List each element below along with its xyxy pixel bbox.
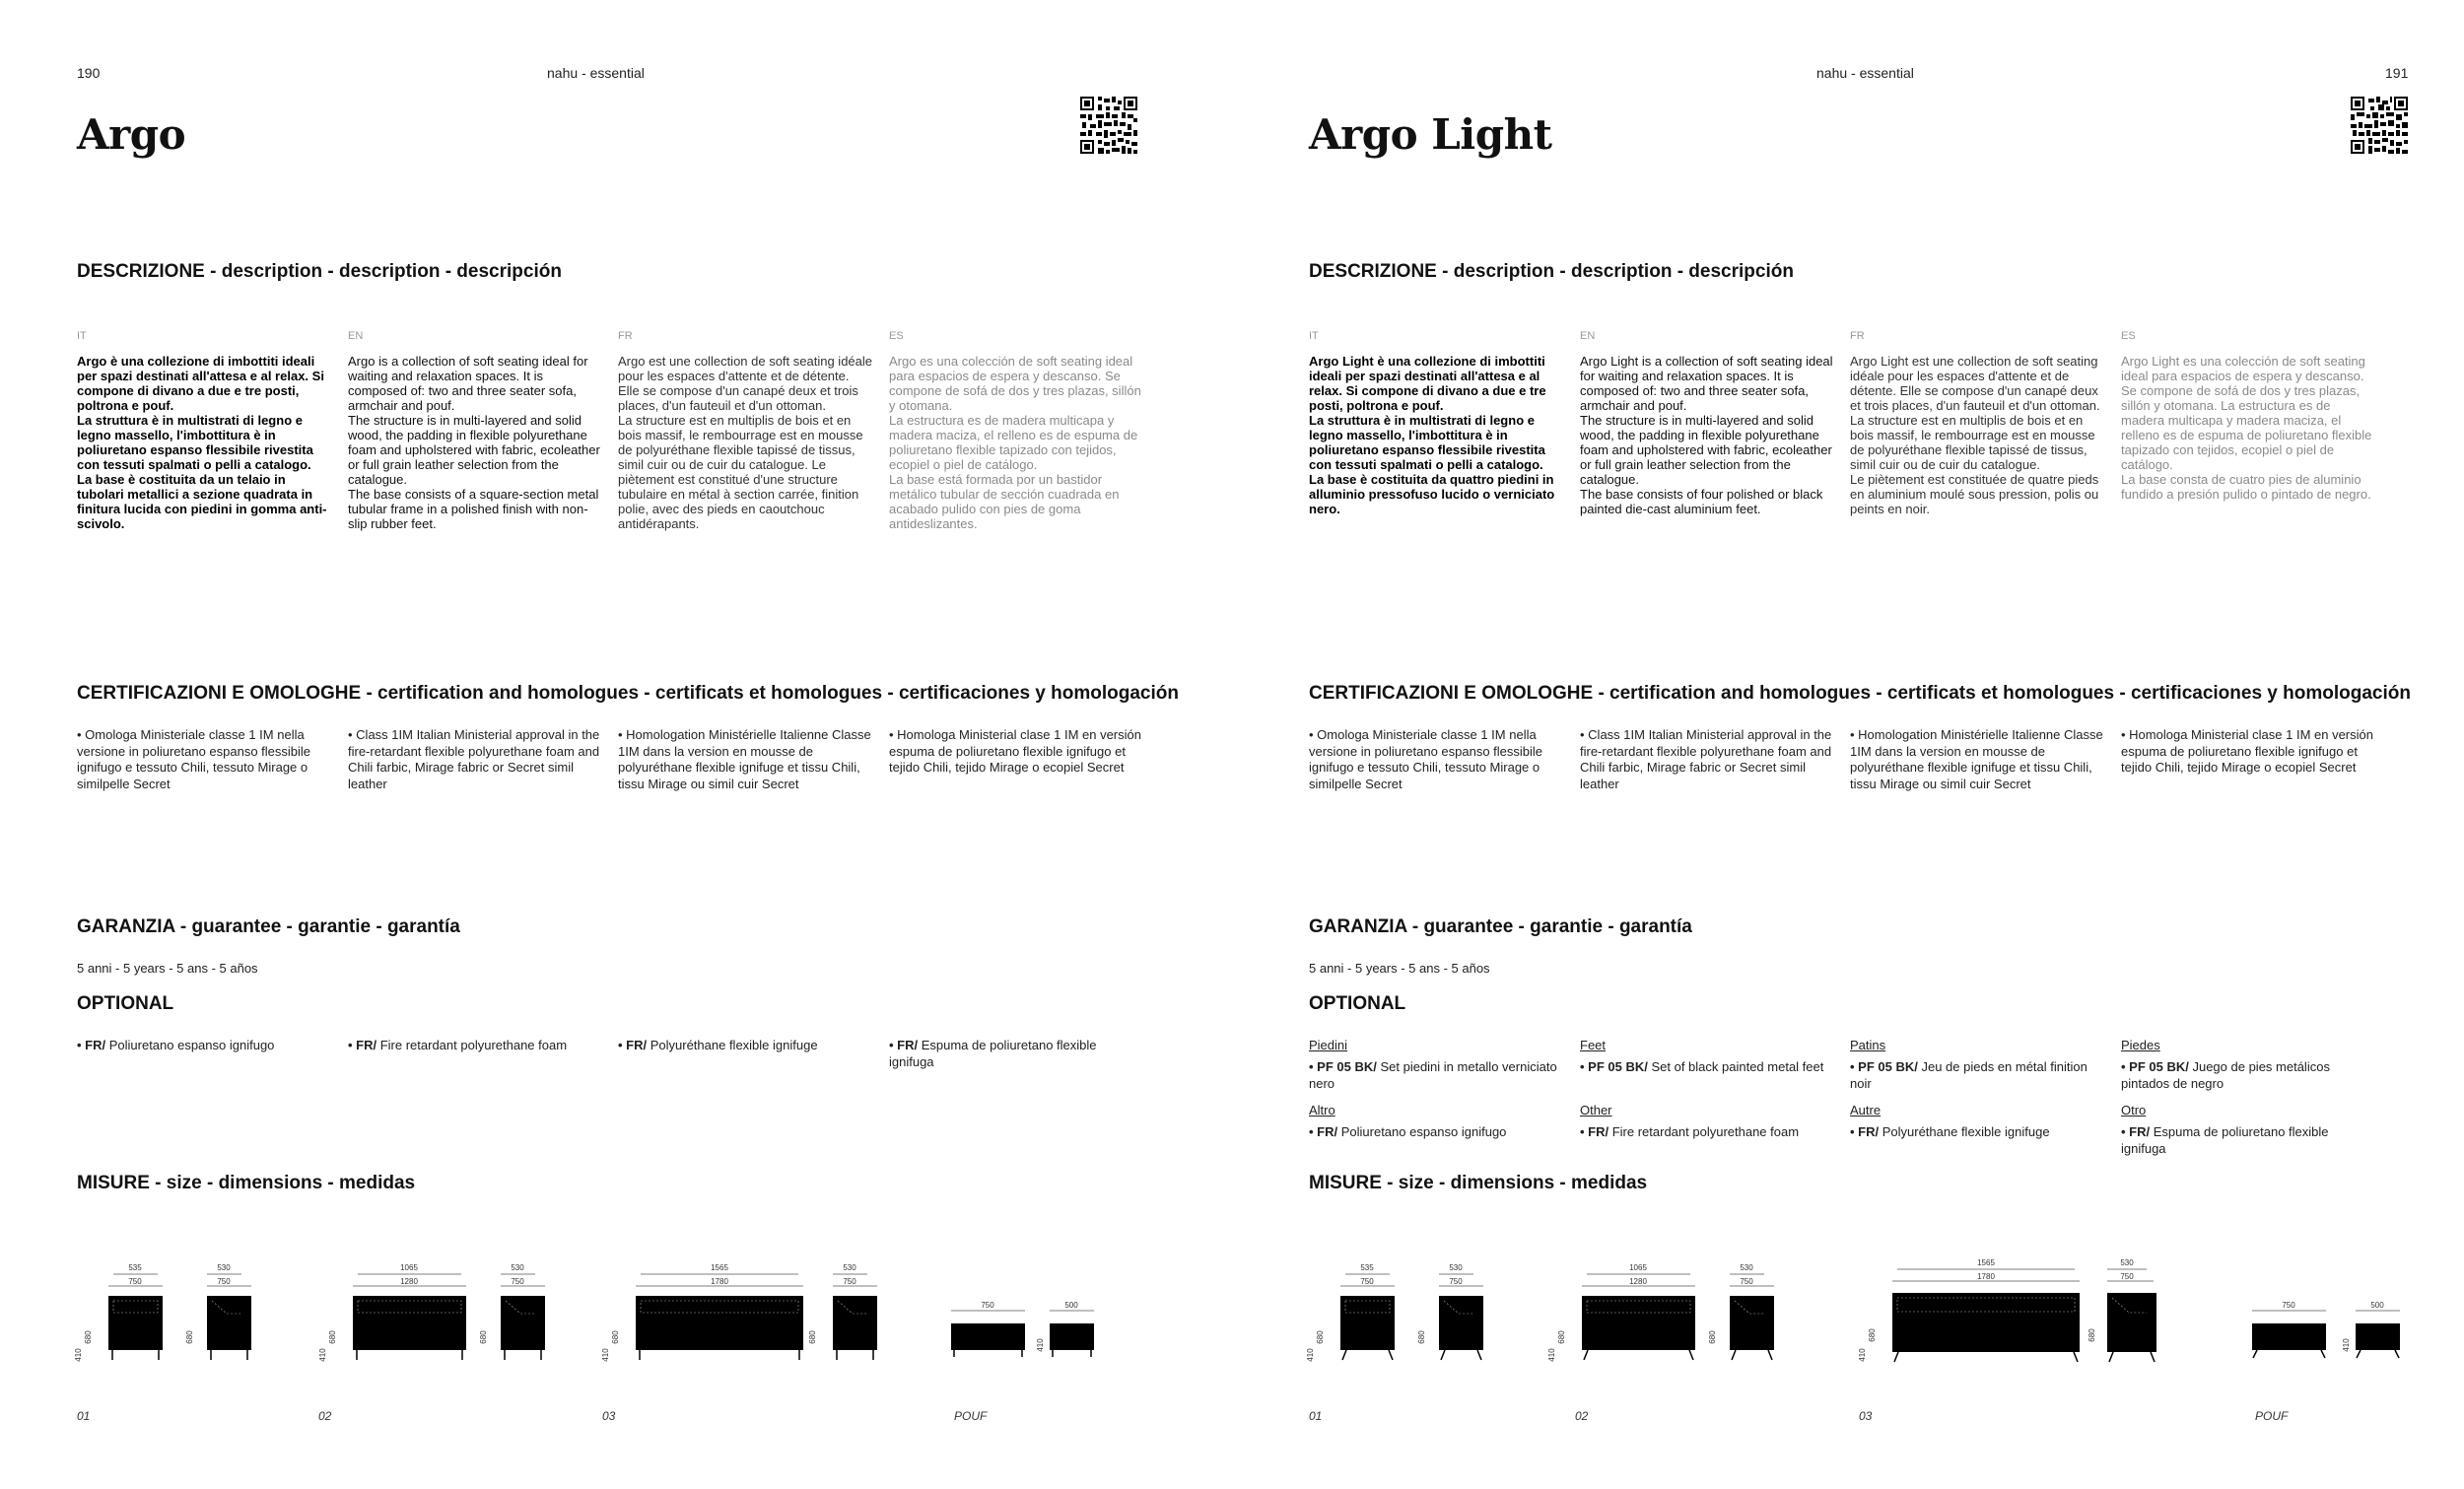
lang-label-it: IT [1309,330,1319,342]
svg-text:750: 750 [1360,1277,1374,1286]
optional-category: Otro [2121,1103,2147,1117]
optional-text: Jeu de pieds en métal finition noir [1850,1059,2088,1091]
svg-text:535: 535 [1360,1263,1374,1272]
guarantee-heading: GARANZIA - guarantee - garantie - garantía [1309,916,1692,937]
optional-code: • FR/ [77,1038,106,1052]
optional-code: • FR/ [1309,1124,1338,1139]
certification-en: • Class 1IM Italian Ministerial approval in the fire-retardant flexible polyurethane foam and Chili farbic, Mirage fabric or Secret simil leather [1580,727,1832,791]
certification-fr: • Homologation Ministérielle Italienne Classe 1IM dans la version en mousse de polyuréthane flexible ignifuge et tissu Chili, tissu Mirage ou simil cuir Secret [618,727,871,791]
svg-text:530: 530 [2120,1258,2134,1267]
certification-it: • Omologa Ministeriale classe 1 IM nella versione in poliuretano espanso flessibile ignifugo e tessuto Chili, tessuto Mirage o similpelle Secret [77,727,311,791]
certification-es: • Homologa Ministerial clase 1 IM en versión espuma de poliuretano flexible ignifugo et tejido Chili, tejido Mirage o ecopiel Secret [2121,727,2373,775]
optional-text: Polyuréthane flexible ignifuge [1879,1124,2050,1139]
qr-code-icon[interactable] [2351,97,2408,154]
qr-code-icon[interactable] [1080,97,1137,154]
drawing-three-seater [1853,1252,2188,1375]
svg-text:410: 410 [1036,1338,1045,1352]
svg-text:410: 410 [74,1348,83,1362]
page-number: 191 [2385,65,2409,81]
optional-item [1309,1123,1563,1140]
svg-text:680: 680 [808,1330,817,1344]
svg-text:530: 530 [511,1263,524,1272]
optional-code: • FR/ [889,1038,919,1052]
brand-header: nahu - essential [1816,65,1914,81]
optional-text: Poliuretano espanso ignifugo [105,1038,275,1052]
optional-item [1850,1058,2104,1092]
optional-code: • PF 05 BK/ [1850,1059,1918,1074]
optional-item [2121,1123,2375,1157]
description-heading: DESCRIZIONE - description - description - descripción [77,261,562,282]
description-es: Argo es una colección de soft seating ideal para espacios de espera y descanso. Se compone de sofá de dos y tres plazas, sillón y otomana. La estructura es de madera multicapa y madera maciza, el relleno es de espuma de poliuretano flexible tapizado con tejidos, ecopiel o piel de catálogo. La base está formada por un bastidor metálico tubular de sección cuadrada en acabado pulido con pies de goma antideslizantes. [889,354,1141,531]
product-title: Argo [77,110,186,159]
optional-heading: OPTIONAL [1309,993,1406,1014]
svg-text:1780: 1780 [1977,1272,1995,1281]
svg-text:1565: 1565 [1977,1258,1995,1267]
svg-text:530: 530 [843,1263,856,1272]
optional-column-fr [1850,1037,2104,1092]
guarantee-text: 5 anni - 5 years - 5 ans - 5 años [1309,961,1490,976]
optional-category: Altro [1309,1103,1335,1117]
drawing-three-seater [596,1256,931,1375]
svg-text:530: 530 [1449,1263,1463,1272]
svg-text:680: 680 [1316,1330,1325,1344]
svg-text:680: 680 [611,1330,620,1344]
svg-text:500: 500 [2370,1301,2384,1310]
svg-text:1280: 1280 [400,1277,418,1286]
lang-label-es: ES [889,330,904,342]
svg-text:410: 410 [601,1348,610,1362]
optional-category: Piedes [2121,1038,2160,1052]
svg-text:680: 680 [479,1330,488,1344]
description-es: Argo Light es una colección de soft seating ideal para espacios de espera y descanso. Se compone de sofá de dos y tres plazas, sillón y otomana. La estructura es de madera multicapa y madera maciza, el relleno es de espuma de poliuretano flexible tapizado con tejidos, ecopiel o piel de catálogo. La base consta de cuatro pies de aluminio fundido a presión pulido o pintado de negro. [2121,354,2372,502]
optional-column-es [2121,1037,2375,1092]
svg-text:750: 750 [217,1277,231,1286]
drawing-pouf [2247,1256,2415,1375]
certification-heading: CERTIFICAZIONI E OMOLOGHE - certification and homologues - certificats et homologues - certificaciones y homologación [77,683,1179,704]
lang-label-en: EN [1580,330,1596,342]
svg-text:680: 680 [328,1330,337,1344]
optional-code: • FR/ [348,1038,377,1052]
optional-code: • FR/ [2121,1124,2151,1139]
optional-code: • FR/ [1580,1124,1609,1139]
optional-column-en [1580,1037,1834,1075]
drawing-armchair [1301,1256,1528,1375]
svg-text:410: 410 [1547,1348,1556,1362]
optional-category: Other [1580,1103,1612,1117]
optional-item-it [77,1037,331,1053]
page-number: 190 [77,65,101,81]
svg-text:1780: 1780 [711,1277,728,1286]
description-en: Argo is a collection of soft seating ideal for waiting and relaxation spaces. It is composed of: two and three seater sofa, armchair and pouf. The structure is in multi-layered and solid wood, the padding in flexible polyurethane foam and upholstered with fabric, ecoleather or full grain leather selection from the catalogue. The base consists of a square-section metal tubular frame in a polished finish with non-slip rubber feet. [348,354,600,531]
svg-text:1065: 1065 [400,1263,418,1272]
optional-category: Piedini [1309,1038,1348,1052]
optional-column-en-2 [1580,1102,1834,1140]
svg-text:680: 680 [1708,1330,1717,1344]
description-fr: Argo Light est une collection de soft seating idéale pour les espaces d'attente et de détente. Elle se compose d'un canapé deux et trois places, d'un fauteuil et d'un ottoman. La structure est en multiplis de bois et en bois massif, le rembourrage est en mousse de polyuréthane flexible tapissé de tissus, simil cuir ou de cuir du catalogue. Le piètement est constituée de quatre pieds en aluminium moulé sous pression, polis ou peints en noir. [1850,354,2100,516]
optional-code: • PF 05 BK/ [1309,1059,1377,1074]
optional-text: Set piedini in metallo verniciato nero [1309,1059,1557,1091]
svg-text:680: 680 [185,1330,194,1344]
size-label-01: 01 [77,1409,91,1423]
optional-text: Poliuretano espanso ignifugo [1337,1124,1507,1139]
optional-category: Feet [1580,1038,1607,1052]
description-heading: DESCRIZIONE - description - description - descripción [1309,261,1794,282]
optional-code: • PF 05 BK/ [2121,1059,2189,1074]
size-label-02: 02 [1575,1409,1589,1423]
optional-category: Autre [1850,1103,1882,1117]
lang-label-fr: FR [618,330,633,342]
svg-text:750: 750 [843,1277,856,1286]
svg-text:680: 680 [1417,1330,1426,1344]
optional-text: Juego de pies metálicos pintados de negro [2121,1059,2330,1091]
description-it: Argo è una collezione di imbottiti ideali per spazi destinati all'attesa e al relax. Si compone di divano a due e tre posti, poltrona e pouf. La struttura è in multistrati di legno e legno massello, l'imbottitura è in poliuretano espanso flessibile rivestita con tessuti spalmati o pelli a catalogo. La base è costituita da un telaio in tubolari metallici a sezione quadrata in finitura lucida con piedini in gomma anti-scivolo. [77,354,327,531]
optional-item-fr [618,1037,872,1053]
optional-item [1580,1058,1834,1075]
drawing-armchair [69,1256,296,1375]
certification-fr: • Homologation Ministérielle Italienne Classe 1IM dans la version en mousse de polyuréthane flexible ignifuge et tissu Chili, tissu Mirage ou simil cuir Secret [1850,727,2103,791]
lang-label-es: ES [2121,330,2136,342]
drawing-two-seater [1542,1256,1818,1375]
optional-code: • PF 05 BK/ [1580,1059,1648,1074]
svg-text:410: 410 [1306,1348,1315,1362]
optional-column-es-2 [2121,1102,2375,1157]
svg-text:535: 535 [128,1263,142,1272]
size-heading: MISURE - size - dimensions - medidas [1309,1173,1648,1193]
page-right [1232,0,2464,1489]
optional-item [1309,1058,1563,1092]
drawing-two-seater [313,1256,589,1375]
certification-it: • Omologa Ministeriale classe 1 IM nella versione in poliuretano espanso flessibile ignifugo e tessuto Chili, tessuto Mirage o similpelle Secret [1309,727,1543,791]
optional-column-fr-2 [1850,1102,2104,1140]
optional-item [2121,1058,2375,1092]
optional-item-en [348,1037,602,1053]
svg-text:750: 750 [511,1277,524,1286]
size-label-01: 01 [1309,1409,1323,1423]
description-en: Argo Light is a collection of soft seating ideal for waiting and relaxation spaces. It is composed of: two and three seater sofa, armchair and pouf. The structure is in multi-layered and solid wood, the padding in flexible polyurethane foam and upholstered with fabric, ecoleather or full grain leather selection from the catalogue. The base consists of four polished or black painted die-cast aluminium feet. [1580,354,1833,516]
lang-label-en: EN [348,330,364,342]
svg-text:680: 680 [1868,1328,1877,1342]
size-label-02: 02 [318,1409,332,1423]
svg-text:1280: 1280 [1629,1277,1647,1286]
optional-code: • FR/ [618,1038,648,1052]
certification-es: • Homologa Ministerial clase 1 IM en versión espuma de poliuretano flexible ignifugo et tejido Chili, tejido Mirage o ecopiel Secret [889,727,1141,775]
size-label-pouf: POUF [954,1409,988,1423]
svg-text:680: 680 [84,1330,93,1344]
certification-en: • Class 1IM Italian Ministerial approval in the fire-retardant flexible polyurethane foam and Chili farbic, Mirage fabric or Secret simil leather [348,727,600,791]
lang-label-fr: FR [1850,330,1865,342]
svg-text:750: 750 [2120,1272,2134,1281]
optional-text: Set of black painted metal feet [1647,1059,1824,1074]
optional-item [1850,1123,2104,1140]
svg-text:500: 500 [1064,1301,1078,1310]
svg-text:750: 750 [2282,1301,2295,1310]
brand-header: nahu - essential [547,65,645,81]
svg-text:1065: 1065 [1629,1263,1647,1272]
optional-item-es [889,1037,1143,1070]
description-it: Argo Light è una collezione di imbottiti ideali per spazi destinati all'attesa e al relax. Si compone di divano a due e tre posti, poltrona e pouf. La struttura è in multistrati di legno e legno massello, l'imbottitura è in poliuretano espanso flessibile rivestita con tessuti spalmati o pelli a catalogo. La base è costituita da quattro piedini in alluminio pressofuso lucido o verniciato nero. [1309,354,1555,516]
svg-text:410: 410 [2342,1338,2351,1352]
description-fr: Argo est une collection de soft seating idéale pour les espaces d'attente et de détente. Elle se compose d'un canapé deux et trois places, d'un fauteuil et d'un ottoman. La structure est en multiplis de bois et en bois massif, le rembourrage est en mousse de polyuréthane flexible tapissé de tissus, simil cuir ou de cuir du catalogue. Le piètement est constitué d'une structure tubulaire en métal à section carrée, finition polie, avec des pieds en caoutchouc antidérapants. [618,354,873,531]
svg-text:680: 680 [1557,1330,1566,1344]
svg-text:680: 680 [2088,1328,2096,1342]
size-label-03: 03 [602,1409,616,1423]
svg-text:410: 410 [318,1348,327,1362]
optional-text: Polyuréthane flexible ignifuge [647,1038,818,1052]
svg-text:750: 750 [1449,1277,1463,1286]
size-label-pouf: POUF [2255,1409,2289,1423]
svg-text:750: 750 [1740,1277,1753,1286]
svg-text:530: 530 [1740,1263,1753,1272]
optional-text: Espuma de poliuretano flexible ignifuga [2121,1124,2329,1156]
certification-heading: CERTIFICAZIONI E OMOLOGHE - certification and homologues - certificats et homologues - certificaciones y homologación [1309,683,2411,704]
optional-category: Patins [1850,1038,1886,1052]
lang-label-it: IT [77,330,87,342]
optional-text: Espuma de poliuretano flexible ignifuga [889,1038,1097,1069]
size-label-03: 03 [1859,1409,1873,1423]
product-title: Argo Light [1309,110,1552,159]
size-heading: MISURE - size - dimensions - medidas [77,1173,416,1193]
optional-item [1580,1123,1834,1140]
optional-column-it-2 [1309,1102,1563,1140]
guarantee-heading: GARANZIA - guarantee - garantie - garantía [77,916,460,937]
svg-text:1565: 1565 [711,1263,728,1272]
drawing-pouf [946,1256,1104,1375]
optional-text: Fire retardant polyurethane foam [376,1038,568,1052]
guarantee-text: 5 anni - 5 years - 5 ans - 5 años [77,961,258,976]
svg-text:750: 750 [981,1301,994,1310]
optional-heading: OPTIONAL [77,993,174,1014]
svg-text:530: 530 [217,1263,231,1272]
svg-text:750: 750 [128,1277,142,1286]
optional-column-it [1309,1037,1563,1092]
optional-text: Fire retardant polyurethane foam [1608,1124,1800,1139]
svg-text:410: 410 [1858,1348,1867,1362]
optional-code: • FR/ [1850,1124,1880,1139]
